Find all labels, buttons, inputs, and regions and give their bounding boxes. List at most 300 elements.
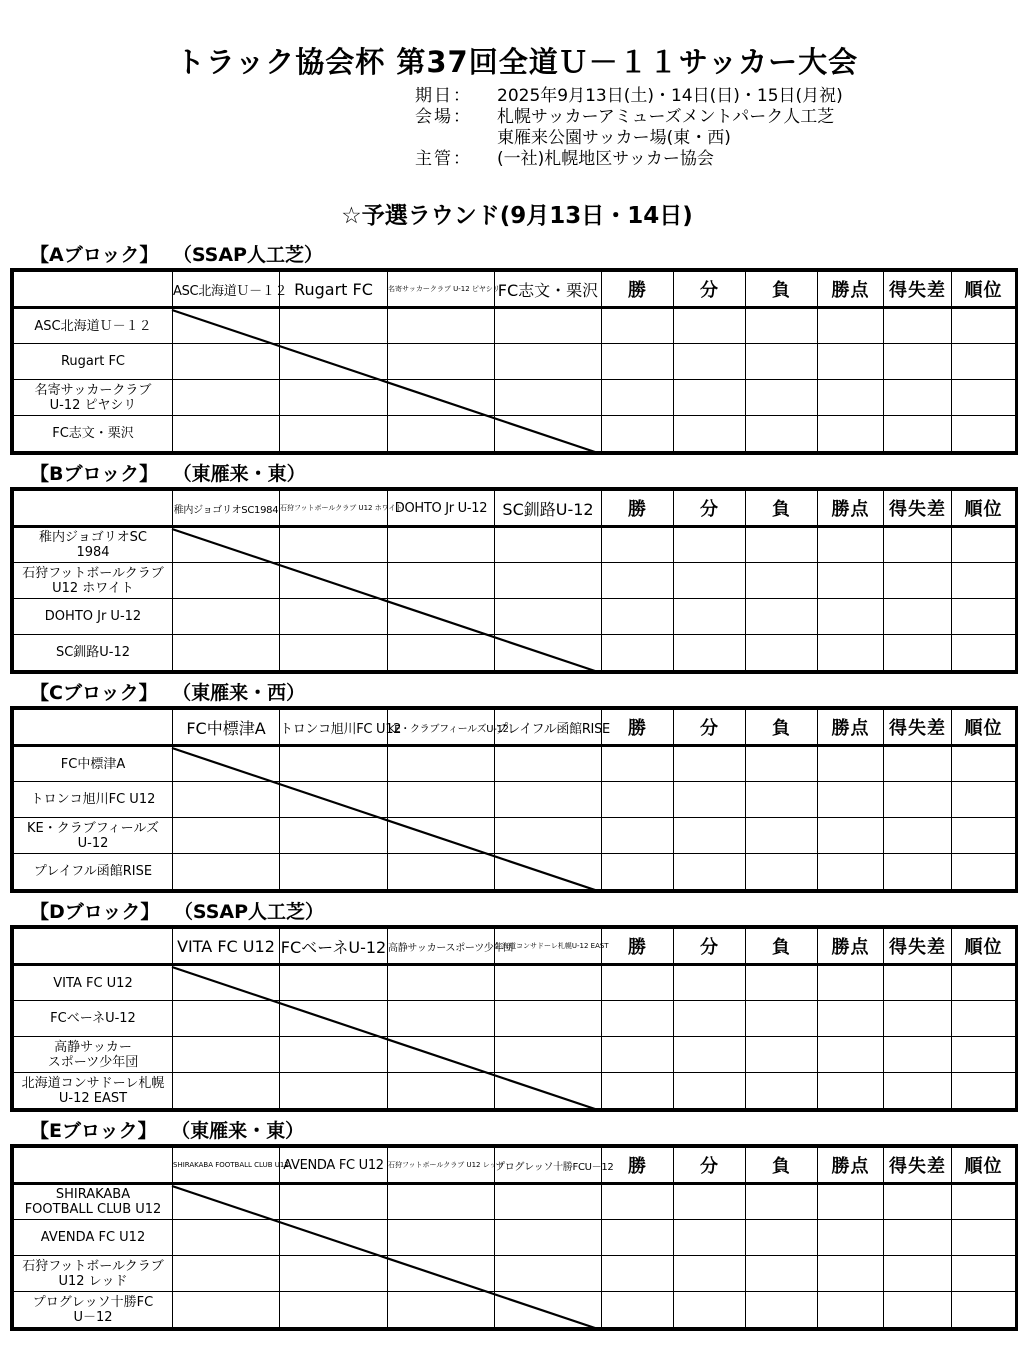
stat-header: 勝 [602, 1148, 674, 1184]
block-title [30, 459, 306, 486]
column-team-header: VITA FC U12 [173, 929, 280, 965]
header-row [14, 272, 1016, 308]
result-cell[interactable] [388, 818, 495, 854]
result-cell[interactable] [388, 1184, 495, 1220]
stat-header: 負 [746, 929, 818, 965]
stat-cell[interactable] [602, 1256, 674, 1292]
result-cell[interactable] [280, 782, 388, 818]
stat-cell[interactable] [602, 344, 674, 380]
stat-cell[interactable] [884, 308, 952, 344]
block-title [30, 240, 323, 267]
stat-cell[interactable] [952, 308, 1016, 344]
stat-header: 順位 [952, 929, 1016, 965]
stat-header: 勝点 [818, 929, 884, 965]
stat-header: 勝点 [818, 710, 884, 746]
block-grid [10, 925, 1018, 1112]
table-row [14, 965, 1016, 1001]
stat-header: 負 [746, 710, 818, 746]
stat-cell[interactable] [602, 1073, 674, 1109]
league-table [13, 928, 1016, 1109]
stat-cell[interactable] [674, 782, 746, 818]
table-row [14, 599, 1016, 635]
header-row [14, 491, 1016, 527]
stat-header: 順位 [952, 272, 1016, 308]
row-team-name: 名寄サッカークラブ U-12 ピヤシリ [14, 380, 173, 416]
venue-label: 会場： [415, 107, 472, 127]
table-row [14, 1220, 1016, 1256]
table-row [14, 1256, 1016, 1292]
league-table [13, 490, 1016, 671]
stat-cell[interactable] [746, 746, 818, 782]
stat-header: 勝点 [818, 1148, 884, 1184]
stat-cell[interactable] [746, 1001, 818, 1037]
block-venue: （東雁来・西） [181, 682, 306, 704]
result-cell[interactable] [173, 965, 280, 1001]
stat-cell[interactable] [952, 527, 1016, 563]
table-row [14, 635, 1016, 671]
result-cell[interactable] [280, 1256, 388, 1292]
stat-cell[interactable] [818, 965, 884, 1001]
column-team-header: FC志文・栗沢 [495, 272, 602, 308]
table-row [14, 527, 1016, 563]
stat-cell[interactable] [746, 1184, 818, 1220]
result-cell[interactable] [173, 308, 280, 344]
table-row [14, 782, 1016, 818]
result-cell[interactable] [173, 635, 280, 671]
column-team-header: 北海道コンサドーレ札幌U-12 EAST [495, 929, 602, 965]
stat-cell[interactable] [818, 746, 884, 782]
result-cell[interactable] [388, 308, 495, 344]
stat-cell[interactable] [818, 1220, 884, 1256]
block-name: 【Dブロック】 [30, 901, 160, 923]
column-team-header: DOHTO Jr U-12 [388, 491, 495, 527]
stat-cell[interactable] [884, 344, 952, 380]
stat-header: 分 [674, 272, 746, 308]
result-cell[interactable] [495, 380, 602, 416]
row-team-name: SHIRAKABA FOOTBALL CLUB U12 [14, 1184, 173, 1220]
block-grid [10, 706, 1018, 893]
stat-cell[interactable] [884, 563, 952, 599]
stat-cell[interactable] [674, 1256, 746, 1292]
stat-header: 順位 [952, 491, 1016, 527]
stat-cell[interactable] [746, 563, 818, 599]
stat-cell[interactable] [818, 1184, 884, 1220]
result-cell[interactable] [173, 344, 280, 380]
result-cell[interactable] [388, 416, 495, 452]
result-cell[interactable] [173, 527, 280, 563]
result-cell[interactable] [173, 746, 280, 782]
stat-cell[interactable] [884, 1220, 952, 1256]
result-cell[interactable] [495, 854, 602, 890]
result-cell[interactable] [173, 599, 280, 635]
result-cell[interactable] [280, 965, 388, 1001]
result-cell[interactable] [388, 1220, 495, 1256]
stat-cell[interactable] [818, 416, 884, 452]
result-cell[interactable] [388, 782, 495, 818]
stat-cell[interactable] [884, 818, 952, 854]
block-name: 【Bブロック】 [30, 463, 159, 485]
result-cell[interactable] [388, 635, 495, 671]
stat-cell[interactable] [818, 782, 884, 818]
stat-cell[interactable] [746, 308, 818, 344]
stat-cell[interactable] [746, 1256, 818, 1292]
stat-cell[interactable] [674, 344, 746, 380]
result-cell[interactable] [173, 1001, 280, 1037]
stat-cell[interactable] [746, 782, 818, 818]
block-grid [10, 268, 1018, 455]
stat-cell[interactable] [884, 599, 952, 635]
stat-cell[interactable] [952, 599, 1016, 635]
result-cell[interactable] [388, 965, 495, 1001]
stat-cell[interactable] [884, 416, 952, 452]
result-cell[interactable] [388, 563, 495, 599]
stat-cell[interactable] [818, 527, 884, 563]
stat-cell[interactable] [602, 527, 674, 563]
stat-cell[interactable] [602, 1184, 674, 1220]
stat-header: 勝 [602, 491, 674, 527]
stat-cell[interactable] [674, 854, 746, 890]
result-cell[interactable] [280, 1073, 388, 1109]
header-row [14, 929, 1016, 965]
stat-cell[interactable] [602, 599, 674, 635]
block-venue: （SSAP人工芝） [182, 244, 323, 266]
result-cell[interactable] [173, 1037, 280, 1073]
stat-cell[interactable] [818, 635, 884, 671]
column-team-header: SHIRAKABA FOOTBALL CLUB U12 [173, 1148, 280, 1184]
result-cell[interactable] [388, 1256, 495, 1292]
stat-cell[interactable] [818, 1073, 884, 1109]
result-cell[interactable] [388, 1037, 495, 1073]
result-cell[interactable] [495, 527, 602, 563]
stat-cell[interactable] [602, 818, 674, 854]
stat-header: 勝 [602, 272, 674, 308]
stat-cell[interactable] [602, 1220, 674, 1256]
stat-cell[interactable] [818, 1037, 884, 1073]
column-team-header: AVENDA FC U12 [280, 1148, 388, 1184]
stat-cell[interactable] [884, 1184, 952, 1220]
stat-header: 分 [674, 1148, 746, 1184]
stat-cell[interactable] [952, 1073, 1016, 1109]
stat-header: 得失差 [884, 1148, 952, 1184]
stat-cell[interactable] [746, 1073, 818, 1109]
column-team-header: Rugart FC [280, 272, 388, 308]
stat-cell[interactable] [884, 1292, 952, 1328]
row-team-name: トロンコ旭川FC U12 [14, 782, 173, 818]
column-team-header: ASC北海道Ｕ－１２ [173, 272, 280, 308]
stat-cell[interactable] [952, 380, 1016, 416]
stat-header: 勝 [602, 929, 674, 965]
result-cell[interactable] [495, 818, 602, 854]
stat-cell[interactable] [602, 1037, 674, 1073]
column-team-header: FC中標津A [173, 710, 280, 746]
stat-cell[interactable] [818, 1001, 884, 1037]
stat-cell[interactable] [818, 563, 884, 599]
result-cell[interactable] [388, 527, 495, 563]
stat-cell[interactable] [952, 1184, 1016, 1220]
column-team-header: SC釧路U-12 [495, 491, 602, 527]
stat-cell[interactable] [884, 635, 952, 671]
host-label: 主管： [415, 149, 472, 169]
stat-cell[interactable] [746, 416, 818, 452]
result-cell[interactable] [495, 1292, 602, 1328]
stat-cell[interactable] [884, 527, 952, 563]
result-cell[interactable] [173, 380, 280, 416]
stat-cell[interactable] [952, 1001, 1016, 1037]
column-team-header: 石狩フットボールクラブ U12 レッド [388, 1148, 495, 1184]
page-title: トラック協会杯 第37回全道Ｕ－１１サッカー大会 [175, 45, 859, 79]
row-team-name: FC中標津A [14, 746, 173, 782]
result-cell[interactable] [495, 1184, 602, 1220]
result-cell[interactable] [173, 854, 280, 890]
stat-cell[interactable] [818, 380, 884, 416]
result-cell[interactable] [173, 563, 280, 599]
stat-cell[interactable] [746, 599, 818, 635]
stat-cell[interactable] [884, 380, 952, 416]
stat-cell[interactable] [884, 1001, 952, 1037]
stat-cell[interactable] [674, 1037, 746, 1073]
stat-cell[interactable] [746, 344, 818, 380]
stat-cell[interactable] [884, 965, 952, 1001]
row-team-name: プログレッソ十勝FC U－12 [14, 1292, 173, 1328]
table-row [14, 746, 1016, 782]
stat-cell[interactable] [952, 416, 1016, 452]
result-cell[interactable] [388, 1073, 495, 1109]
stat-cell[interactable] [952, 344, 1016, 380]
result-cell[interactable] [173, 1292, 280, 1328]
result-cell[interactable] [173, 1220, 280, 1256]
result-cell[interactable] [280, 1184, 388, 1220]
block-title [30, 897, 324, 924]
stat-cell[interactable] [602, 854, 674, 890]
stat-cell[interactable] [746, 1037, 818, 1073]
row-team-name: DOHTO Jr U-12 [14, 599, 173, 635]
corner-cell [14, 1148, 173, 1184]
stat-cell[interactable] [952, 563, 1016, 599]
result-cell[interactable] [280, 1037, 388, 1073]
result-cell[interactable] [495, 1001, 602, 1037]
stat-cell[interactable] [674, 1220, 746, 1256]
stat-cell[interactable] [746, 635, 818, 671]
stat-cell[interactable] [884, 1037, 952, 1073]
result-cell[interactable] [280, 344, 388, 380]
stat-cell[interactable] [818, 1292, 884, 1328]
result-cell[interactable] [495, 344, 602, 380]
table-row [14, 1184, 1016, 1220]
stat-cell[interactable] [674, 416, 746, 452]
stat-cell[interactable] [674, 635, 746, 671]
result-cell[interactable] [388, 599, 495, 635]
stat-cell[interactable] [746, 1292, 818, 1328]
date-label: 期日： [415, 86, 472, 106]
table-row [14, 380, 1016, 416]
stat-cell[interactable] [952, 746, 1016, 782]
stat-cell[interactable] [602, 746, 674, 782]
stat-cell[interactable] [602, 380, 674, 416]
stat-header: 負 [746, 491, 818, 527]
block-grid [10, 1144, 1018, 1331]
result-cell[interactable] [280, 308, 388, 344]
stat-header: 順位 [952, 1148, 1016, 1184]
block-title [30, 1116, 304, 1143]
result-cell[interactable] [280, 416, 388, 452]
stat-cell[interactable] [746, 965, 818, 1001]
column-team-header: KE・クラブフィールズU-12 [388, 710, 495, 746]
stat-cell[interactable] [674, 380, 746, 416]
stat-cell[interactable] [818, 599, 884, 635]
result-cell[interactable] [280, 563, 388, 599]
stat-cell[interactable] [884, 1256, 952, 1292]
result-cell[interactable] [495, 1073, 602, 1109]
stat-cell[interactable] [818, 344, 884, 380]
corner-cell [14, 710, 173, 746]
stat-cell[interactable] [674, 599, 746, 635]
result-cell[interactable] [280, 1292, 388, 1328]
table-row [14, 1292, 1016, 1328]
stat-cell[interactable] [746, 818, 818, 854]
venue-value-1: 札幌サッカーアミューズメントパーク人工芝 [497, 107, 835, 127]
table-row [14, 1001, 1016, 1037]
result-cell[interactable] [280, 746, 388, 782]
stat-cell[interactable] [674, 818, 746, 854]
stat-cell[interactable] [674, 308, 746, 344]
corner-cell [14, 272, 173, 308]
result-cell[interactable] [280, 854, 388, 890]
date-value: 2025年9月13日(土)・14日(日)・15日(月祝) [497, 86, 843, 106]
stat-header: 得失差 [884, 929, 952, 965]
result-cell[interactable] [280, 1001, 388, 1037]
stat-cell[interactable] [952, 1037, 1016, 1073]
result-cell[interactable] [280, 527, 388, 563]
stat-cell[interactable] [674, 527, 746, 563]
stat-cell[interactable] [602, 1001, 674, 1037]
result-cell[interactable] [280, 380, 388, 416]
stat-cell[interactable] [884, 854, 952, 890]
column-team-header: FCベーネU-12 [280, 929, 388, 965]
stat-cell[interactable] [952, 854, 1016, 890]
stat-cell[interactable] [818, 308, 884, 344]
result-cell[interactable] [280, 635, 388, 671]
result-cell[interactable] [495, 635, 602, 671]
stat-cell[interactable] [674, 1073, 746, 1109]
stat-cell[interactable] [884, 746, 952, 782]
result-cell[interactable] [495, 563, 602, 599]
result-cell[interactable] [280, 1220, 388, 1256]
stat-cell[interactable] [952, 818, 1016, 854]
column-team-header: トロンコ旭川FC U12 [280, 710, 388, 746]
result-cell[interactable] [173, 1073, 280, 1109]
stat-cell[interactable] [746, 380, 818, 416]
result-cell[interactable] [173, 1256, 280, 1292]
block-title [30, 678, 305, 705]
block-name: 【Eブロック】 [30, 1120, 157, 1142]
stat-cell[interactable] [602, 1292, 674, 1328]
stat-cell[interactable] [674, 563, 746, 599]
league-table [13, 1147, 1016, 1328]
stat-cell[interactable] [602, 416, 674, 452]
corner-cell [14, 491, 173, 527]
result-cell[interactable] [495, 782, 602, 818]
result-cell[interactable] [280, 818, 388, 854]
stat-cell[interactable] [674, 965, 746, 1001]
result-cell[interactable] [173, 818, 280, 854]
result-cell[interactable] [173, 416, 280, 452]
header-row [14, 1148, 1016, 1184]
stat-cell[interactable] [602, 965, 674, 1001]
stat-cell[interactable] [884, 782, 952, 818]
column-team-header: 高静サッカースポーツ少年団 [388, 929, 495, 965]
result-cell[interactable] [388, 1292, 495, 1328]
stat-cell[interactable] [602, 563, 674, 599]
stat-cell[interactable] [602, 782, 674, 818]
stat-cell[interactable] [746, 854, 818, 890]
stat-cell[interactable] [818, 818, 884, 854]
result-cell[interactable] [495, 416, 602, 452]
stat-cell[interactable] [952, 1256, 1016, 1292]
result-cell[interactable] [495, 308, 602, 344]
row-team-name: 石狩フットボールクラブ U12 レッド [14, 1256, 173, 1292]
row-team-name: FCベーネU-12 [14, 1001, 173, 1037]
stat-cell[interactable] [952, 782, 1016, 818]
column-team-header: プレイフル函館RISE [495, 710, 602, 746]
block-grid [10, 487, 1018, 674]
stat-cell[interactable] [602, 308, 674, 344]
result-cell[interactable] [495, 1220, 602, 1256]
row-team-name: KE・クラブフィールズ U-12 [14, 818, 173, 854]
column-team-header: プログレッソ十勝FCU－12 [495, 1148, 602, 1184]
result-cell[interactable] [495, 1037, 602, 1073]
result-cell[interactable] [495, 1256, 602, 1292]
stat-cell[interactable] [746, 527, 818, 563]
league-table [13, 271, 1016, 452]
table-row [14, 344, 1016, 380]
result-cell[interactable] [388, 746, 495, 782]
stat-cell[interactable] [602, 635, 674, 671]
stat-header: 分 [674, 710, 746, 746]
table-row [14, 308, 1016, 344]
result-cell[interactable] [173, 782, 280, 818]
stat-cell[interactable] [674, 1292, 746, 1328]
stat-header: 分 [674, 491, 746, 527]
result-cell[interactable] [173, 1184, 280, 1220]
result-cell[interactable] [388, 1001, 495, 1037]
result-cell[interactable] [388, 380, 495, 416]
stat-cell[interactable] [952, 1292, 1016, 1328]
table-row [14, 818, 1016, 854]
stat-cell[interactable] [952, 635, 1016, 671]
result-cell[interactable] [388, 344, 495, 380]
row-team-name: AVENDA FC U12 [14, 1220, 173, 1256]
stat-cell[interactable] [884, 1073, 952, 1109]
host-value: (一社)札幌地区サッカー協会 [497, 149, 714, 169]
result-cell[interactable] [495, 746, 602, 782]
result-cell[interactable] [495, 965, 602, 1001]
block-venue: （SSAP人工芝） [183, 901, 325, 923]
stat-cell[interactable] [674, 1001, 746, 1037]
result-cell[interactable] [495, 599, 602, 635]
column-team-header: 名寄サッカークラブ U-12 ピヤシリ [388, 272, 495, 308]
table-row [14, 1073, 1016, 1109]
stat-cell[interactable] [952, 1220, 1016, 1256]
result-cell[interactable] [280, 599, 388, 635]
stat-cell[interactable] [818, 1256, 884, 1292]
result-cell[interactable] [388, 854, 495, 890]
stat-cell[interactable] [818, 854, 884, 890]
stat-cell[interactable] [674, 1184, 746, 1220]
stat-cell[interactable] [952, 965, 1016, 1001]
row-team-name: 北海道コンサドーレ札幌 U-12 EAST [14, 1073, 173, 1109]
stat-cell[interactable] [746, 1220, 818, 1256]
stat-cell[interactable] [674, 746, 746, 782]
